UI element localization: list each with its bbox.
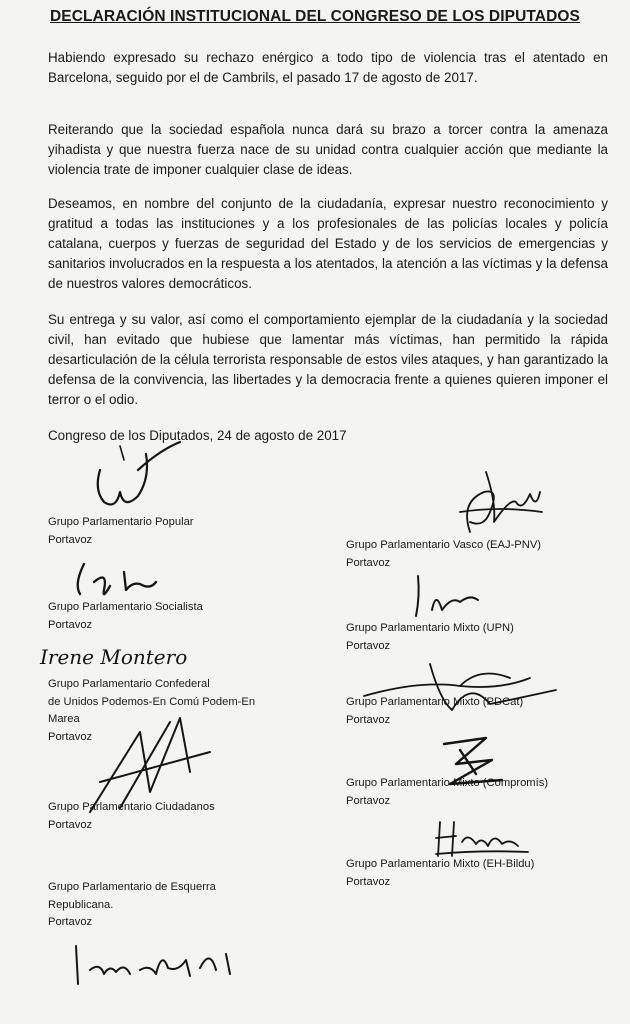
signature-ciudadanos <box>80 712 230 822</box>
role-label: Portavoz <box>346 794 391 807</box>
group-name-line-2: de Unidos Podemos-En Comú Podem-En <box>48 695 256 708</box>
role-label: Portavoz <box>48 533 93 546</box>
group-name-line-1: Grupo Parlamentario de Esquerra <box>48 881 216 893</box>
role-label: Portavoz <box>48 818 93 831</box>
document-title: DECLARACIÓN INSTITUCIONAL DEL CONGRESO DE LOS DIPUTADOS <box>50 8 580 25</box>
group-name: Grupo Parlamentario Mixto (EH-Bildu) <box>346 858 535 870</box>
paragraph-4: Su entrega y su valor, así como el comportamiento ejemplar de la ciudadanía y la sociedad civil, han evitado que hubiese que lamentar más víctimas, han permitido la rápida desarticulación de la célula terrorista responsable de estos viles ataques, y han garantizado la defensa de la convivencia, las libertades y la democracia frente a quienes quieren imponer el terror o el odio. <box>48 312 608 407</box>
group-name: Grupo Parlamentario Mixto (PDCat) <box>346 696 524 708</box>
paragraph-3: Deseamos, en nombre del conjunto de la ciudadanía, expresar nuestro reconocimiento y gratitud a todas las instituciones y a los profesionales de las policías locales y policía catalana, cuerpos y fuerzas de seguridad del Estado y de los servicios de emergencias y sanitarios involucrados en la respuesta a los atentados, la atención a las víctimas y la defensa de nuestros valores democráticos. <box>48 196 608 291</box>
role-label: Portavoz <box>48 916 93 928</box>
signature-erc <box>70 940 250 990</box>
role-label: Portavoz <box>48 618 93 631</box>
signature-bildu <box>432 816 532 864</box>
paragraph-1: Habiendo expresado su rechazo enérgico a todo tipo de violencia tras el atentado en Barcelona, seguido por el de Cambrils, el pasado 17 de agosto de 2017. <box>48 50 608 85</box>
group-name: Grupo Parlamentario Popular <box>48 516 194 528</box>
signature-pdcat <box>360 660 560 716</box>
paragraph-2: Reiterando que la sociedad española nunca dará su brazo a torcer contra la amenaza yihadista y que nuestra fuerza nace de su unidad contra cualquier acción que mediante la violencia trate de imponer cualquier clase de ideas. <box>48 122 608 177</box>
group-name-line-1: Grupo Parlamentario Confederal <box>48 678 210 690</box>
role-label: Portavoz <box>346 639 391 652</box>
group-name: Grupo Parlamentario Ciudadanos <box>48 801 215 813</box>
handwritten-name: Irene Montero <box>40 645 188 669</box>
signature-socialista <box>64 560 184 606</box>
role-label: Portavoz <box>346 875 391 888</box>
signature-popular <box>80 440 200 520</box>
role-label: Portavoz <box>48 730 93 743</box>
role-label: Portavoz <box>346 556 391 569</box>
signature-pnv <box>440 462 550 542</box>
signatory-pnv <box>346 537 541 572</box>
group-name: Grupo Parlamentario Vasco (EAJ-PNV) <box>346 539 542 551</box>
group-name-line-3: Marea <box>48 713 80 725</box>
signature-podemos <box>36 640 186 672</box>
group-name: Grupo Parlamentario Mixto (Compromís) <box>346 777 549 789</box>
signature-upn <box>412 570 492 620</box>
group-name: Grupo Parlamentario Socialista <box>48 601 203 613</box>
signature-compromis <box>436 730 516 800</box>
place-date: Congreso de los Diputados, 24 de agosto de 2017 <box>48 428 347 443</box>
group-name-line-2: Republicana. <box>48 898 114 911</box>
role-label: Portavoz <box>346 713 391 726</box>
group-name: Grupo Parlamentario Mixto (UPN) <box>346 622 514 634</box>
signatory-upn <box>346 620 514 655</box>
signatory-erc <box>48 879 216 932</box>
